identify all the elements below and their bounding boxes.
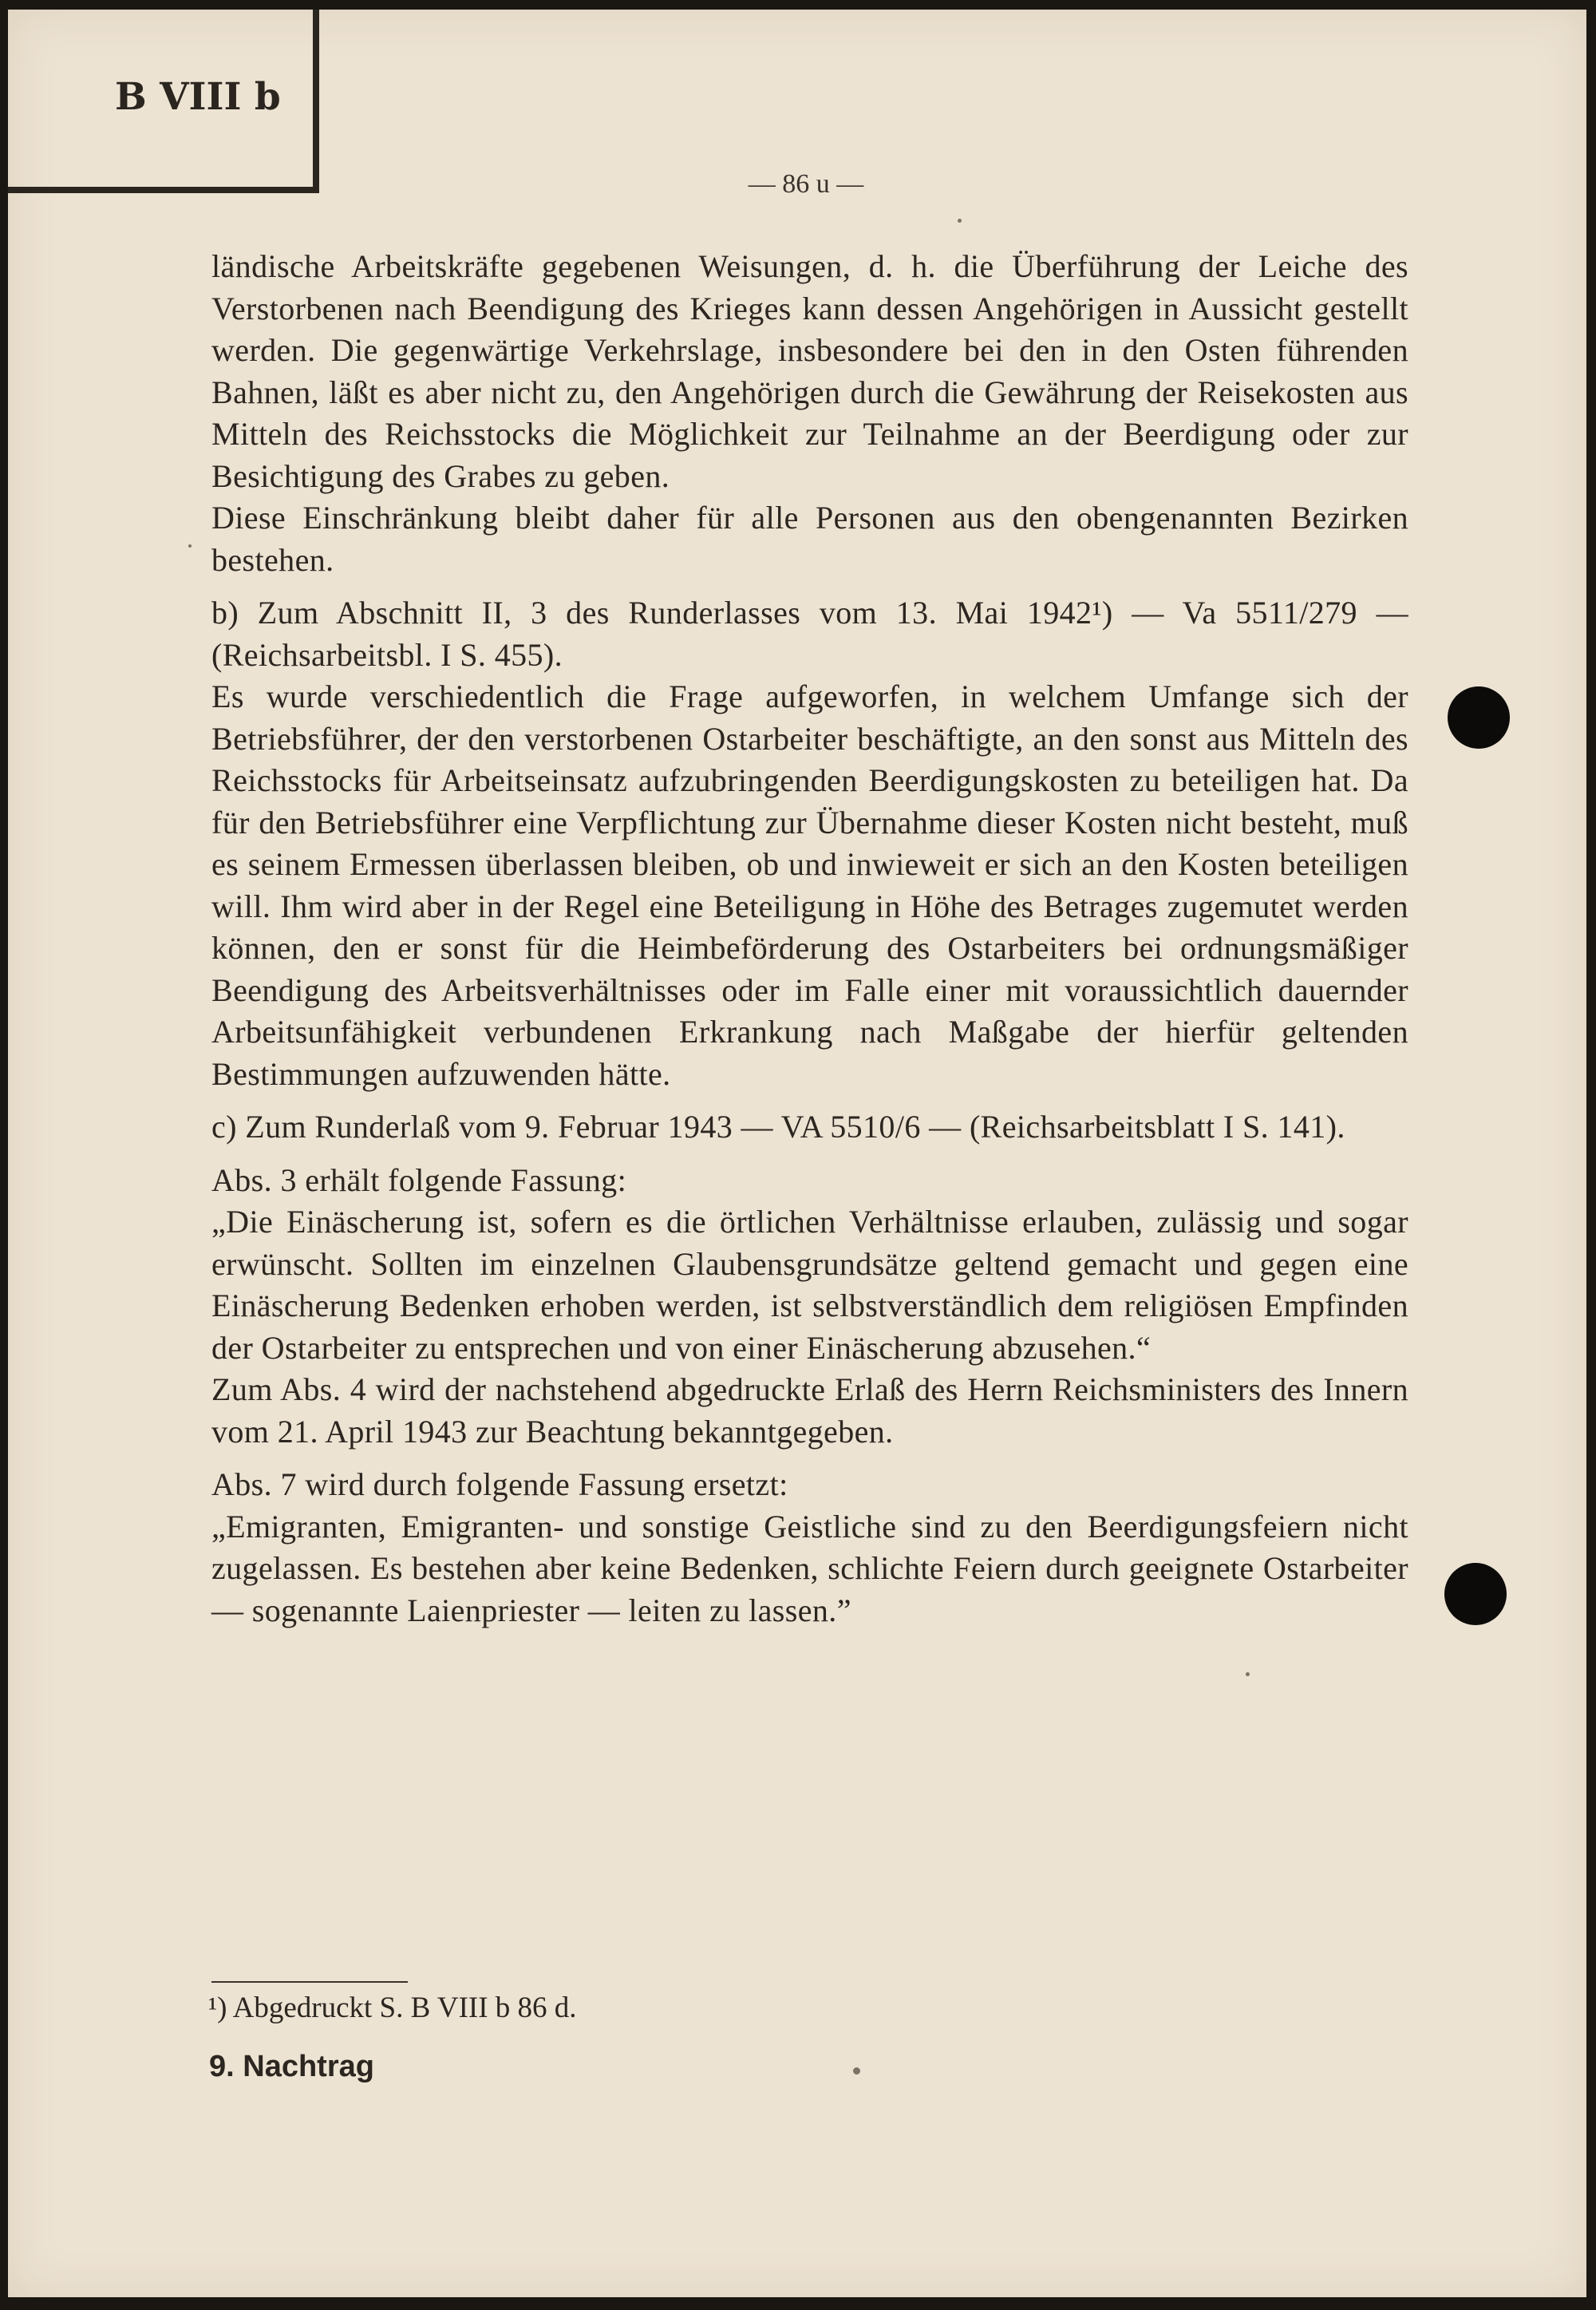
document-page: [8, 10, 1586, 2297]
punch-hole-top: [1448, 686, 1510, 749]
supplement-label: 9. Nachtrag: [209, 2050, 374, 2083]
paragraph-restriction: Diese Einschränkung bleibt daher für alle Personen aus den obengenannten Bezirken bestehen.: [211, 500, 1408, 578]
section-code: B VIII b: [115, 75, 281, 119]
paper-speck: [958, 219, 962, 223]
paper-speck: [188, 544, 192, 548]
page-number: — 86 u —: [748, 169, 864, 199]
punch-hole-bottom: [1444, 1563, 1507, 1625]
paper-speck: [1246, 1672, 1250, 1676]
abs-7-heading: Abs. 7 wird durch folgende Fassung ersetzt:: [211, 1466, 788, 1502]
paragraph-continuation: ländische Arbeitskräfte gegebenen Weisungen, d. h. die Überführung der Leiche des Verstorbenen nach Beendigung des Krieges kann dessen Angehörigen in Aussicht gestellt werden. Die gegenwärtige Verkehrslage, insbesondere bei den in den Osten führenden Bahnen, läßt es aber nicht zu, den Angehörigen durch die Gewährung der Reisekosten aus Mitteln des Reichsstocks die Möglichkeit zur Teilnahme an der Beerdigung oder zur Besichtigung des Grabes zu geben.: [211, 248, 1408, 494]
abs-3-quote: „Die Einäscherung ist, sofern es die örtlichen Verhältnisse erlauben, zulässig und sogar erwünscht. Sollten im einzelnen Glaubensgrundsätze geltend gemacht und gegen eine Einäscherung Bedenken erhoben werden, ist selbstverständlich dem religiösen Empfinden der Ostarbeiter zu entsprechen und von einer Einäscherung abzusehen.“: [211, 1204, 1408, 1366]
body-text: [211, 246, 1408, 1632]
paragraph-section-b: Es wurde verschiedentlich die Frage aufgeworfen, in welchem Umfange sich der Betriebsführer, der den verstorbenen Ostarbeiter beschäftigte, an den sonst aus Mitteln des Reichsstocks für Arbeitseinsatz aufzubringenden Beerdigungskosten zu beteiligen hat. Da für den Betriebsführer eine Verpflichtung zur Übernahme dieser Kosten nicht besteht, muß es seinem Ermessen überlassen bleiben, ob und inwieweit er sich an den Kosten beteiligen will. Ihm wird aber in der Regel eine Beteiligung in Höhe des Betrages zugemutet werden können, den er sonst für die Heimbeförderung des Ostarbeiters bei ordnungsmäßiger Beendigung des Arbeitsverhältnisses oder im Falle einer mit voraussichtlich dauernder Arbeitsunfähigkeit verbundenen Erkrankung nach Maßgabe der hierfür geltenden Bestimmungen aufzuwenden hätte.: [211, 678, 1408, 1092]
footnote: ¹) Abgedruckt S. B VIII b 86 d.: [208, 1992, 577, 2024]
section-header-box: [8, 10, 319, 193]
abs-3-heading: Abs. 3 erhält folgende Fassung:: [211, 1161, 627, 1198]
paper-speck: [853, 2067, 860, 2075]
section-c-heading: c) Zum Runderlaß vom 9. Februar 1943 — VA 5510/6 — (Reichsarbeitsblatt I S. 141).: [211, 1109, 1345, 1145]
section-b-heading: b) Zum Abschnitt II, 3 des Runderlasses vom 13. Mai 1942¹) — Va 5511/279 — (Reichsarbeitsbl. I S. 455).: [211, 595, 1408, 673]
abs-4-paragraph: Zum Abs. 4 wird der nachstehend abgedruckte Erlaß des Herrn Reichsministers des Innern vom 21. April 1943 zur Beachtung bekanntgegeben.: [211, 1371, 1408, 1450]
abs-7-quote: „Emigranten, Emigranten- und sonstige Geistliche sind zu den Beerdigungsfeiern nicht zugelassen. Es bestehen aber keine Bedenken, schlichte Feiern durch geeignete Ostarbeiter — sogenannte Laienpriester — leiten zu lassen.”: [211, 1508, 1408, 1628]
footnote-divider: [211, 1981, 408, 1983]
